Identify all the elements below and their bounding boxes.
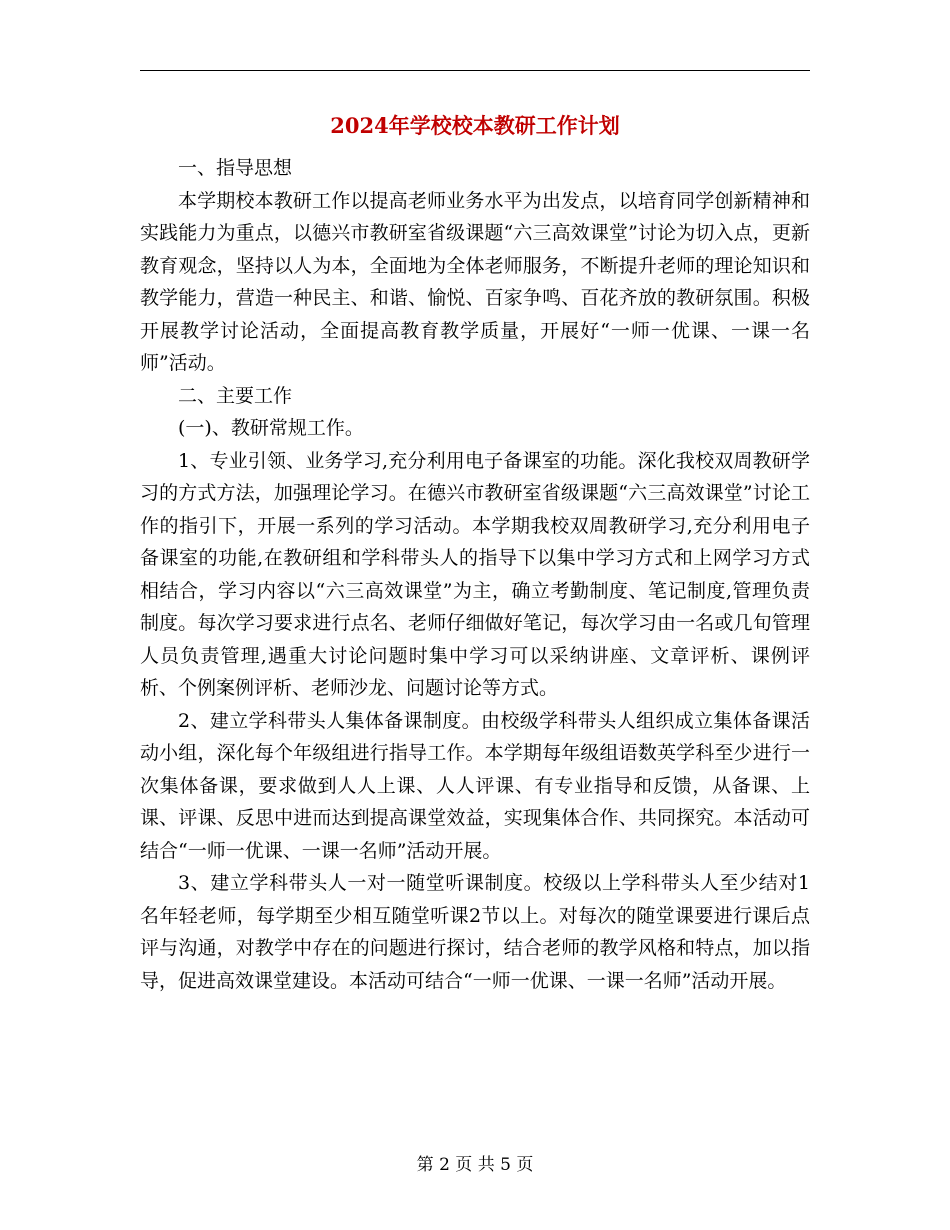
paragraph-item-1: 1、专业引领、业务学习,充分利用电子备课室的功能。深化我校双周教研学习的方式方法，加强理论学习。在德兴市教研室省级课题“六三高效课堂”讨论工作的指引下，开展一系列的学习活动。本学期我校双周教研学习,充分利用电子备课室的功能,在教研组和学科带头人的指导下以集中学习方式和上网学习方式相结合，学习内容以“六三高效课堂”为主，确立考勤制度、笔记制度,管理负责制度。每次学习要求进行点名、老师仔细做好笔记，每次学习由一名或几旬管理人员负责管理,遇重大讨论问题时集中学习可以采纳讲座、文章评析、课例评析、个例案例评析、老师沙龙、问题讨论等方式。 bbox=[140, 449, 810, 699]
heading-main-work: 二、主要工作 bbox=[178, 384, 293, 407]
document-body bbox=[140, 152, 810, 997]
subheading-routine-work: (一)、教研常规工作。 bbox=[178, 417, 364, 439]
paragraph-item-3: 3、建立学科带头人一对一随堂听课制度。校级以上学科带头人至少结对1名年轻老师，每学期至少相互随堂听课2节以上。对每次的随堂课要进行课后点评与沟通，对教学中存在的问题进行探讨，结合老师的教学风格和特点，加以指导，促进高效课堂建设。本活动可结合“一师一优课、一课一名师”活动开展。 bbox=[140, 872, 810, 992]
paragraph-guiding-ideology: 本学期校本教研工作以提高老师业务水平为出发点，以培育同学创新精神和实践能力为重点，以德兴市教研室省级课题“六三高效课堂”讨论为切入点，更新教育观念，坚持以人为本，全面地为全体老师服务，不断提升老师的理论知识和教学能力，营造一种民主、和谐、愉悦、百家争鸣、百花齐放的教研氛围。积极开展教学讨论活动，全面提高教育教学质量，开展好“一师一优课、一课一名师”活动。 bbox=[140, 189, 810, 374]
header-rule bbox=[140, 70, 810, 71]
document-title: 2024年学校校本教研工作计划 bbox=[330, 113, 620, 138]
page-number-footer: 第 2 页 共 5 页 bbox=[416, 1155, 534, 1175]
heading-guiding-ideology: 一、指导思想 bbox=[178, 157, 293, 179]
paragraph-item-2: 2、建立学科带头人集体备课制度。由校级学科带头人组织成立集体备课活动小组，深化每个年级组进行指导工作。本学期每年级组语数英学科至少进行一次集体备课，要求做到人人上课、人人评课、有专业指导和反馈，从备课、上课、评课、反思中进而达到提高课堂效益，实现集体合作、共同探究。本活动可结合“一师一优课、一课一名师”活动开展。 bbox=[140, 709, 810, 862]
